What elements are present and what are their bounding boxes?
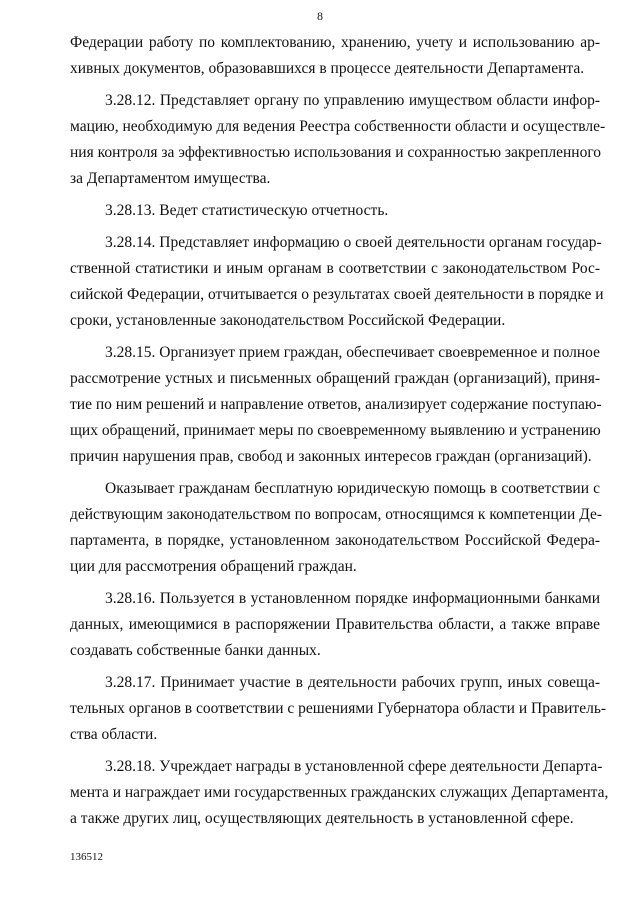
paragraph xyxy=(70,586,600,664)
text-line: сроки, установленные законодательством Российской Федерации. xyxy=(70,312,506,329)
text-line: действующим законодательством по вопросам, относящимся к компетенции Де- xyxy=(70,506,603,523)
text-line: 3.28.15. Организует прием граждан, обеспечивает своевременное и полное xyxy=(105,344,600,361)
paragraph xyxy=(70,30,600,82)
paragraph xyxy=(70,88,606,192)
text-line: мацию, необходимую для ведения Реестра собственности области и осуществле- xyxy=(70,118,606,135)
text-line: ния контроля за эффективностью использования и сохранностью закрепленного xyxy=(70,144,602,161)
text-line: данных, имеющимися в распоряжении Правительства области, а также вправе xyxy=(70,616,600,633)
page-number: 8 xyxy=(317,9,323,23)
document-code: 136512 xyxy=(70,851,103,863)
text-line: рассмотрение устных и письменных обращений граждан (организаций), приня- xyxy=(70,370,600,387)
text-line: создавать собственные банки данных. xyxy=(70,642,321,659)
paragraph xyxy=(70,198,600,224)
text-line: 3.28.13. Ведет статистическую отчетность. xyxy=(105,202,389,219)
text-line: щих обращений, принимает меры по своевременному выявлению и устранению xyxy=(70,422,601,439)
text-line: сийской Федерации, отчитывается о результатах своей деятельности в порядке и xyxy=(70,286,604,303)
text-line: ции для рассмотрения обращений граждан. xyxy=(70,558,357,575)
text-line: ственной статистики и иным органам в соответствии с законодательством Рос- xyxy=(70,260,600,277)
text-line: а также других лиц, осуществляющих деятельность в установленной сфере. xyxy=(70,810,574,827)
document-body xyxy=(70,30,609,832)
text-line: Оказывает гражданам бесплатную юридическую помощь в соответствии с xyxy=(105,480,600,497)
text-line: 3.28.12. Представляет органу по управлению имуществом области инфор- xyxy=(105,92,600,109)
text-line: 3.28.14. Представляет информацию о своей деятельности органам государ- xyxy=(105,234,602,251)
text-line: ства области. xyxy=(70,726,158,743)
text-line: за Департаментом имущества. xyxy=(70,170,271,187)
paragraph xyxy=(70,476,603,580)
text-line: 3.28.18. Учреждает награды в установленной сфере деятельности Департа- xyxy=(105,758,603,775)
text-line: Федерации работу по комплектованию, хранению, учету и использованию ар- xyxy=(70,34,600,51)
text-line: причин нарушения прав, свобод и законных интересов граждан (организаций). xyxy=(70,448,592,465)
text-line: 3.28.16. Пользуется в установленном порядке информационными банками xyxy=(105,590,600,607)
text-line: тие по ним решений и направление ответов, анализирует содержание поступаю- xyxy=(70,396,602,413)
paragraph xyxy=(70,340,600,470)
text-line: тельных органов в соответствии с решениями Губернатора области и Правитель- xyxy=(70,700,607,717)
paragraph xyxy=(70,230,604,334)
paragraph xyxy=(70,754,609,832)
text-line: хивных документов, образовавшихся в процессе деятельности Департамента. xyxy=(70,60,585,77)
text-line: 3.28.17. Принимает участие в деятельности рабочих групп, иных совеща- xyxy=(105,674,600,691)
paragraph xyxy=(70,670,607,748)
text-line: мента и награждает ими государственных гражданских служащих Департамента, xyxy=(70,784,609,801)
text-line: партамента, в порядке, установленном законодательством Российской Федера- xyxy=(70,532,600,549)
